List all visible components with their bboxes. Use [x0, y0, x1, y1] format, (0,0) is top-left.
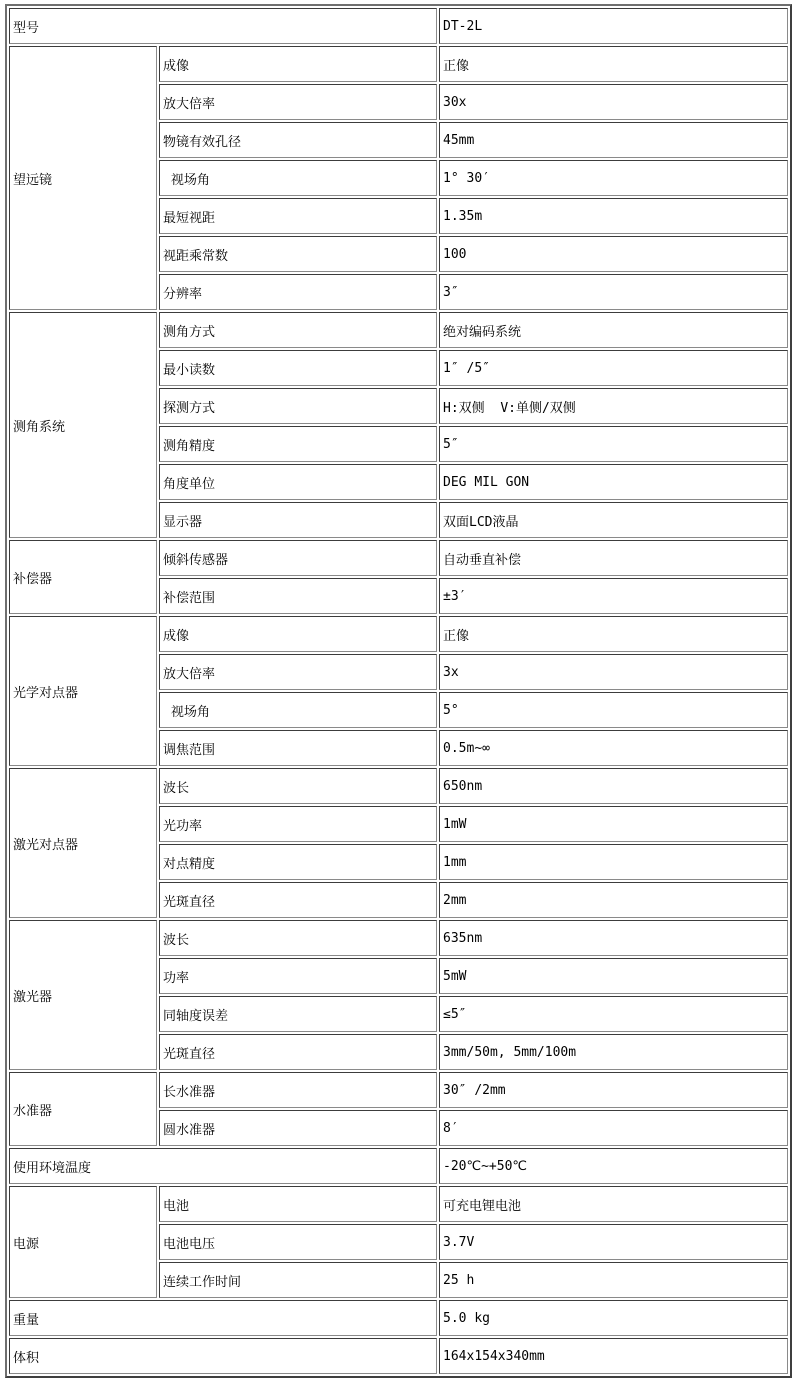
spec-value-cell: ≤5″: [439, 996, 788, 1032]
category-cell: 重量: [9, 1300, 437, 1336]
table-row: [9, 1186, 788, 1222]
spec-value-cell: H:双侧 V:单侧/双侧: [439, 388, 788, 424]
spec-label-cell: 测角精度: [159, 426, 437, 462]
spec-value-cell: 3.7V: [439, 1224, 788, 1260]
spec-value-cell: ±3′: [439, 578, 788, 614]
spec-label-cell: 功率: [159, 958, 437, 994]
spec-label-cell: 角度单位: [159, 464, 437, 500]
spec-value-cell: 2mm: [439, 882, 788, 918]
spec-value-cell: 164x154x340mm: [439, 1338, 788, 1374]
spec-value-cell: 1mm: [439, 844, 788, 880]
category-cell: 激光器: [9, 920, 157, 1070]
spec-label-cell: 视场角: [159, 692, 437, 728]
spec-label-cell: 光功率: [159, 806, 437, 842]
spec-table-body: [9, 8, 788, 1374]
category-cell: 测角系统: [9, 312, 157, 538]
spec-label-cell: 视距乘常数: [159, 236, 437, 272]
category-cell: 激光对点器: [9, 768, 157, 918]
spec-label-cell: 圆水准器: [159, 1110, 437, 1146]
spec-value-cell: 1.35m: [439, 198, 788, 234]
spec-value-cell: 25 h: [439, 1262, 788, 1298]
spec-value-cell: 5″: [439, 426, 788, 462]
category-cell: 型号: [9, 8, 437, 44]
spec-label-cell: 成像: [159, 46, 437, 82]
spec-value-cell: 可充电锂电池: [439, 1186, 788, 1222]
spec-label-cell: 波长: [159, 920, 437, 956]
spec-label-cell: 光斑直径: [159, 882, 437, 918]
spec-value-cell: 1mW: [439, 806, 788, 842]
spec-label-cell: 连续工作时间: [159, 1262, 437, 1298]
spec-table: [5, 4, 792, 1378]
spec-value-cell: 5.0 kg: [439, 1300, 788, 1336]
spec-value-cell: -20℃~+50℃: [439, 1148, 788, 1184]
spec-value-cell: 正像: [439, 616, 788, 652]
spec-label-cell: 电池电压: [159, 1224, 437, 1260]
spec-label-cell: 同轴度误差: [159, 996, 437, 1032]
category-cell: 水准器: [9, 1072, 157, 1146]
table-row: [9, 8, 788, 44]
spec-value-cell: 30″ /2mm: [439, 1072, 788, 1108]
spec-value-cell: DT-2L: [439, 8, 788, 44]
spec-value-cell: 正像: [439, 46, 788, 82]
spec-value-cell: 30x: [439, 84, 788, 120]
spec-label-cell: 倾斜传感器: [159, 540, 437, 576]
table-row: [9, 46, 788, 82]
spec-label-cell: 放大倍率: [159, 654, 437, 690]
spec-value-cell: 3″: [439, 274, 788, 310]
spec-value-cell: 1° 30′: [439, 160, 788, 196]
spec-label-cell: 调焦范围: [159, 730, 437, 766]
table-row: [9, 616, 788, 652]
spec-label-cell: 物镜有效孔径: [159, 122, 437, 158]
spec-label-cell: 最短视距: [159, 198, 437, 234]
spec-value-cell: 双面LCD液晶: [439, 502, 788, 538]
spec-label-cell: 补偿范围: [159, 578, 437, 614]
spec-value-cell: 650nm: [439, 768, 788, 804]
spec-label-cell: 成像: [159, 616, 437, 652]
category-cell: 光学对点器: [9, 616, 157, 766]
table-row: [9, 1338, 788, 1374]
table-row: [9, 312, 788, 348]
table-row: [9, 920, 788, 956]
table-row: [9, 1072, 788, 1108]
spec-value-cell: 8′: [439, 1110, 788, 1146]
spec-value-cell: 635nm: [439, 920, 788, 956]
table-row: [9, 540, 788, 576]
spec-value-cell: 100: [439, 236, 788, 272]
spec-value-cell: DEG MIL GON: [439, 464, 788, 500]
spec-value-cell: 45mm: [439, 122, 788, 158]
category-cell: 补偿器: [9, 540, 157, 614]
spec-label-cell: 长水准器: [159, 1072, 437, 1108]
spec-value-cell: 3mm/50m, 5mm/100m: [439, 1034, 788, 1070]
spec-label-cell: 最小读数: [159, 350, 437, 386]
category-cell: 使用环境温度: [9, 1148, 437, 1184]
spec-label-cell: 显示器: [159, 502, 437, 538]
category-cell: 电源: [9, 1186, 157, 1298]
spec-label-cell: 放大倍率: [159, 84, 437, 120]
category-cell: 体积: [9, 1338, 437, 1374]
table-row: [9, 768, 788, 804]
spec-label-cell: 视场角: [159, 160, 437, 196]
table-row: [9, 1300, 788, 1336]
spec-value-cell: 自动垂直补偿: [439, 540, 788, 576]
spec-value-cell: 1″ /5″: [439, 350, 788, 386]
spec-label-cell: 电池: [159, 1186, 437, 1222]
spec-label-cell: 波长: [159, 768, 437, 804]
spec-value-cell: 3x: [439, 654, 788, 690]
spec-label-cell: 对点精度: [159, 844, 437, 880]
spec-value-cell: 5mW: [439, 958, 788, 994]
category-cell: 望远镜: [9, 46, 157, 310]
table-row: [9, 1148, 788, 1184]
spec-value-cell: 0.5m~∞: [439, 730, 788, 766]
spec-label-cell: 光斑直径: [159, 1034, 437, 1070]
spec-label-cell: 分辨率: [159, 274, 437, 310]
spec-value-cell: 绝对编码系统: [439, 312, 788, 348]
spec-value-cell: 5°: [439, 692, 788, 728]
spec-label-cell: 探测方式: [159, 388, 437, 424]
spec-label-cell: 测角方式: [159, 312, 437, 348]
